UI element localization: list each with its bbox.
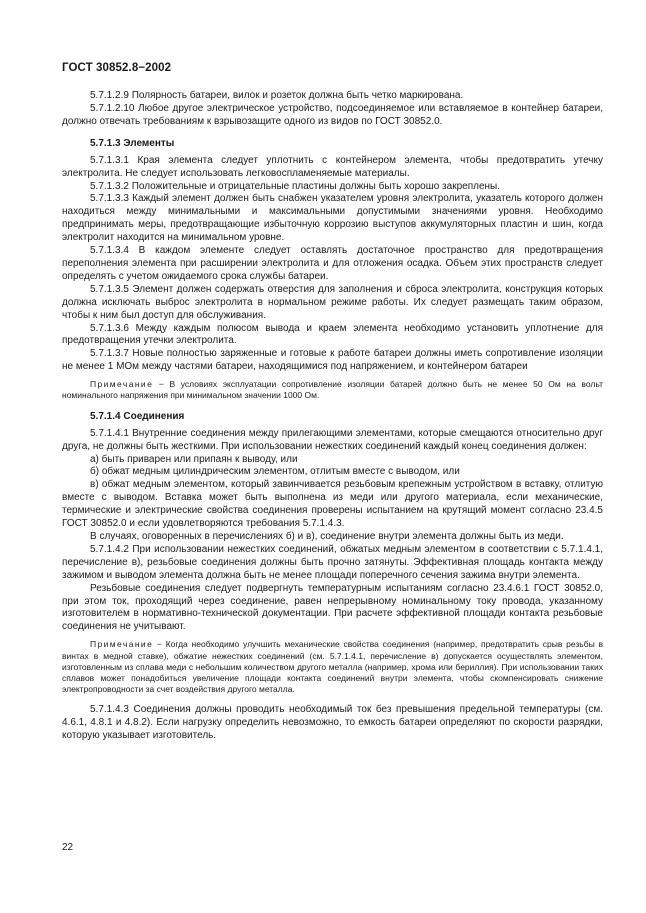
section-heading-connections: 5.7.1.4 Соединения [90,410,185,422]
clause-5-7-1-3-2: 5.7.1.3.2 Положительные и отрицательные пластины должны быть хорошо закреплены. [90,180,501,192]
note-label: Примечание [90,639,154,650]
page-number: 22 [62,842,74,853]
note-label: Примечание [90,379,154,390]
clause-5-7-1-3-5: 5.7.1.3.5 Элемент должен содержать отверстия для заполнения и сброса электролита, конструкция которых должна исключать выброс электролита в нормальном режиме работы. Их следует размещать таким образом, чтобы к ним был доступ для обслуживания. [62,283,603,321]
clause-5-7-1-3-4: 5.7.1.3.4 В каждом элементе следует оставлять достаточное пространство для предотвращения переполнения элемента при расширении электролита и для отложения осадка. Объем этих пространств следует определять с учетом ожидаемого срока службы батареи. [62,245,603,282]
clause-5-7-1-4-2: 5.7.1.4.2 При использовании нежестких соединений, обжатых медным элементом в соответствии с 5.7.1.4.1, перечисление в), резьбовые соединения должны быть прочно затянуты. Эффективная площадь контакта между зажимом и выводом элемента должна быть не менее площади поперечного сечения зажима внутри элемента. [62,543,603,581]
note-copper-alloy [62,639,603,695]
paragraph-threaded-connections: Резьбовые соединения следует подвергнуть температурным испытаниям согласно 23.4.6.1 ГОСТ 30852.0, при этом ток, проходящий через соединение, равен непрерывному номинальному току провода, указанному изготовителем в нормативно-технической документации. При расчете эффективной площади контакта резьбовые соединения не учитывают. [62,582,603,633]
document-header: ГОСТ 30852.8−2002 [62,62,172,74]
clause-5-7-1-2-10: 5.7.1.2.10 Любое другое электрическое устройство, подсоединяемое или вставляемое в контейнер батареи, должно отвечать требованиям к взрывозащите одного из видов по ГОСТ 30852.0. [62,102,603,127]
document-body [62,90,603,742]
note-text: − В условиях эксплуатации сопротивление изоляции батарей должно быть не менее 50 Ом на вольт номинального напряжения при минимальном значении 1000 Ом. [62,379,603,401]
paragraph-copper-requirement: В случаях, оговоренных в перечислениях б) и в), соединение внутри элемента должны быть из меди. [90,530,564,542]
clause-5-7-1-2-9: 5.7.1.2.9 Полярность батареи, вилок и розеток должна быть четко маркирована. [90,90,464,101]
note-text: − Когда необходимо улучшить механические свойства соединения (например, предотвратить срыв резьбы в винтах в медной ставке), обжатие нежестких соединений (см. 5.7.1.4.1, перечисление в) допускается осуществлять элементом, изготовленным из сплава меди с небольшим количеством другого металла (например, хрома или бериллия). При использовании таких сплавов может понадобиться увеличение площади контакта соединений внутри элемента, чтобы скомпенсировать снижение электропроводности за счет воздействия другого металла. [62,639,603,695]
clause-5-7-1-3-3: 5.7.1.3.3 Каждый элемент должен быть снабжен указателем уровня электролита, указатель которого должен находиться между минимальными и максимальными допустимыми значениями уровня. Необходимо предпринимать меры, предотвращающие избыточную коррозию выступов аккумуляторных пластин и шин, когда электролит находится на минимальном уровне. [62,193,603,244]
section-heading-elements: 5.7.1.3 Элементы [90,137,175,149]
list-item-b: б) обжат медным цилиндрическим элементом, отлитым вместе с выводом, или [90,466,460,478]
clause-5-7-1-3-7: 5.7.1.3.7 Новые полностью заряженные и готовые к работе батареи должны иметь сопротивление изоляции не менее 1 МОм между частями батареи, находящимися под напряжением, и контейнером батареи [62,348,603,373]
clause-5-7-1-4-3: 5.7.1.4.3 Соединения должны проводить необходимый ток без превышения предельной температуры (см. 4.6.1, 4.8.1 и 4.8.2). Если нагрузку определить невозможно, то емкость батареи определяют по скорости разрядки, которую указывает изготовитель. [62,703,603,741]
list-item-c: в) обжат медным элементом, который завинчивается резьбовым крепежным устройством в вставку, отлитую вместе с выводом. Вставка может быть выполнена из меди или другого материала, если механические, термические и электрические свойства соединения проверены испытанием на крутящий момент согласно 23.4.5 ГОСТ 30852.0 и если удовлетворяются требования 5.7.1.4.3. [62,479,603,530]
clause-5-7-1-3-6: 5.7.1.3.6 Между каждым полюсом вывода и краем элемента необходимо установить уплотнение для предотвращения утечки электролита. [62,322,603,347]
clause-5-7-1-4-1: 5.7.1.4.1 Внутренние соединения между прилегающими элементами, которые смещаются относительно друг друга, не должны быть жесткими. При использовании нежестких соединений каждый конец соединения должен: [62,427,603,452]
note-insulation [62,379,603,402]
list-item-a: а) быть приварен или припаян к выводу, или [90,453,298,465]
clause-5-7-1-3-1: 5.7.1.3.1 Края элемента следует уплотнить с контейнером элемента, чтобы предотвратить утечку электролита. Не следует использовать легковоспламеняемые материалы. [62,154,603,179]
